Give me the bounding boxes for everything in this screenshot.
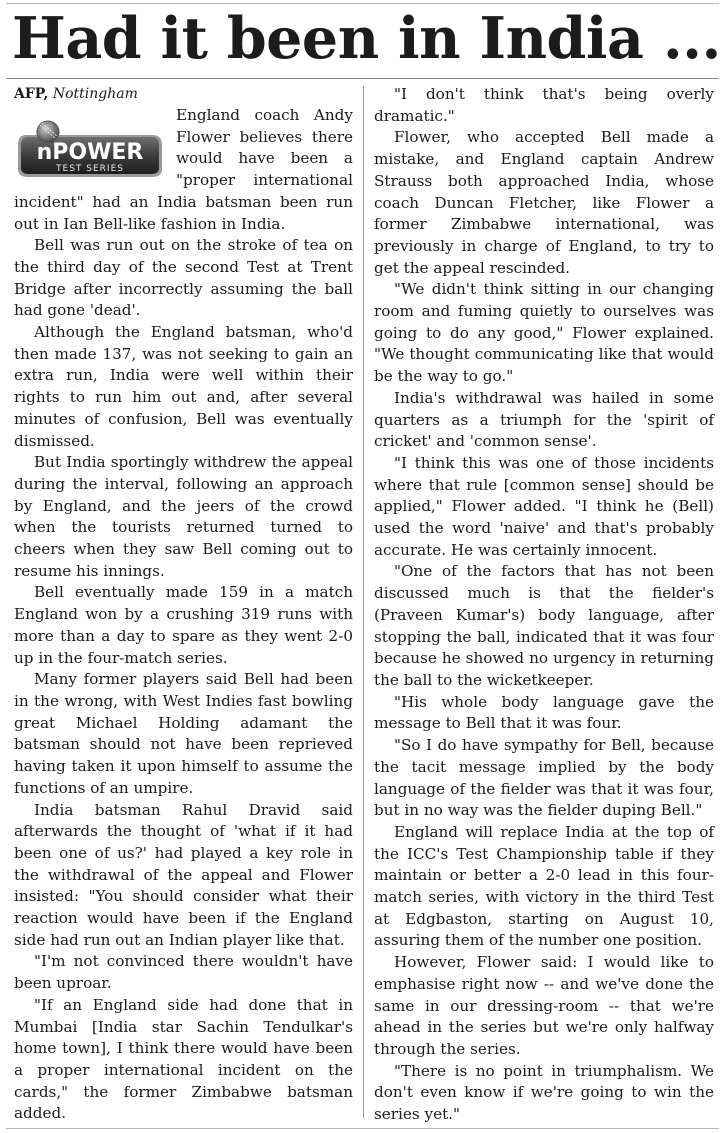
article-paragraph: "If an England side had done that in Mumbai [India star Sachin Tendulkar's home town], I think there would have been a proper international incident on the cards," the former Zimbabwe batsman added. (14, 995, 353, 1123)
left-body (14, 105, 353, 1125)
article-paragraph: Bell eventually made 159 in a match England won by a crushing 319 runs with more than a day to spare as they went 2-0 up in the four-match series. (14, 583, 353, 667)
byline-place: Nottingham (52, 86, 138, 102)
article-paragraph: "I don't think that's being overly dramatic." (374, 85, 714, 125)
article-paragraph: England will replace India at the top of the ICC's Test Championship table if they maintain or better a 2-0 lead in this four-match series, with victory in the third Test at Edgbaston, starting on August 10, assuring them of the number one position. (374, 822, 714, 950)
column-divider (363, 86, 364, 1118)
article-paragraph: However, Flower said: I would like to emphasise right now -- and we've done the same in our dressing-room -- that we're ahead in the series but we're only halfway through the series. (374, 953, 714, 1058)
logo-brand: nPOWER (36, 140, 144, 165)
byline (14, 84, 353, 105)
byline-agency: AFP, (14, 86, 49, 102)
article-paragraph: But India sportingly withdrew the appeal during the interval, following an approach by England, and the jeers of the crowd when the tourists returned turned to cheers when they saw Bell coming out to resume his innings. (14, 453, 353, 580)
bottom-border (6, 1128, 719, 1129)
logo-sub: TEST SERIES (56, 164, 124, 174)
right-column (374, 84, 714, 1126)
article-paragraph: Many former players said Bell had been in the wrong, with West Indies fast bowling great Michael Holding adamant the batsman should not have been reprieved having taken it upon himself to assume the functions of an umpire. (14, 670, 353, 797)
article-paragraph: "So I do have sympathy for Bell, because the tacit message implied by the body language of the fielder was that it was four, but in no way was the fielder duping Bell." (374, 736, 714, 820)
article-paragraph: "His whole body language gave the message to Bell that it was four. (374, 692, 714, 733)
article-paragraph: "There is no point in triumphalism. We don't even know if we're going to win the series yet." (374, 1061, 714, 1124)
npower-test-series-logo (14, 115, 166, 181)
headline-rule (6, 78, 719, 79)
article-paragraph: "We didn't think sitting in our changing room and fuming quietly to ourselves was going to do any good," Flower explained. "We thought communicating like that would be the way to go." (374, 280, 714, 386)
article-paragraph: India's withdrawal was hailed in some quarters as a triumph for the 'spirit of cricket' and 'common sense'. (374, 388, 714, 451)
right-body (374, 84, 714, 1126)
left-column (14, 84, 353, 1125)
logo-graphic (14, 115, 166, 181)
article-paragraph: "I think this was one of those incidents where that rule [common sense] should be applied," Flower added. "I think he (Bell) used the word 'naive' and that's probably accurate. He was certainly innocent. (374, 453, 714, 559)
article-paragraph: Although the England batsman, who'd then made 137, was not seeking to gain an extra run, India were well within their rights to run him out and, after several minutes of confusion, Bell was eventually dismissed. (14, 323, 353, 450)
headline: Had it been in India ... (12, 5, 721, 72)
article-paragraph: Bell was run out on the stroke of tea on the third day of the second Test at Trent Bridge after incorrectly assuming the ball had gone 'dead'. (14, 236, 353, 320)
article-paragraph: "I'm not convinced there wouldn't have been uproar. (14, 952, 353, 993)
article-paragraph: Flower, who accepted Bell made a mistake, and England captain Andrew Strauss both approached India, whose coach Duncan Fletcher, like Flower a former Zimbabwe international, was previously in charge of England, to try to get the appeal rescinded. (374, 128, 714, 277)
article-paragraph: India batsman Rahul Dravid said afterwards the thought of 'what if it had been one of us?' had played a key role in the withdrawal of the appeal and Flower insisted: "You should consider what their reaction would have been if the England side had run out an Indian player like that. (14, 800, 353, 949)
article-paragraph: "One of the factors that has not been discussed much is that the fielder's (Praveen Kumar's) body language, after stopping the ball, indicated that it was four because he showed no urgency in returning the ball to the wicketkeeper. (374, 562, 714, 689)
article-paragraph: England coach Andy Flower believes there would have been a "proper international incident" had an India batsman been run out in Ian Bell-like fashion in India. (14, 106, 353, 233)
